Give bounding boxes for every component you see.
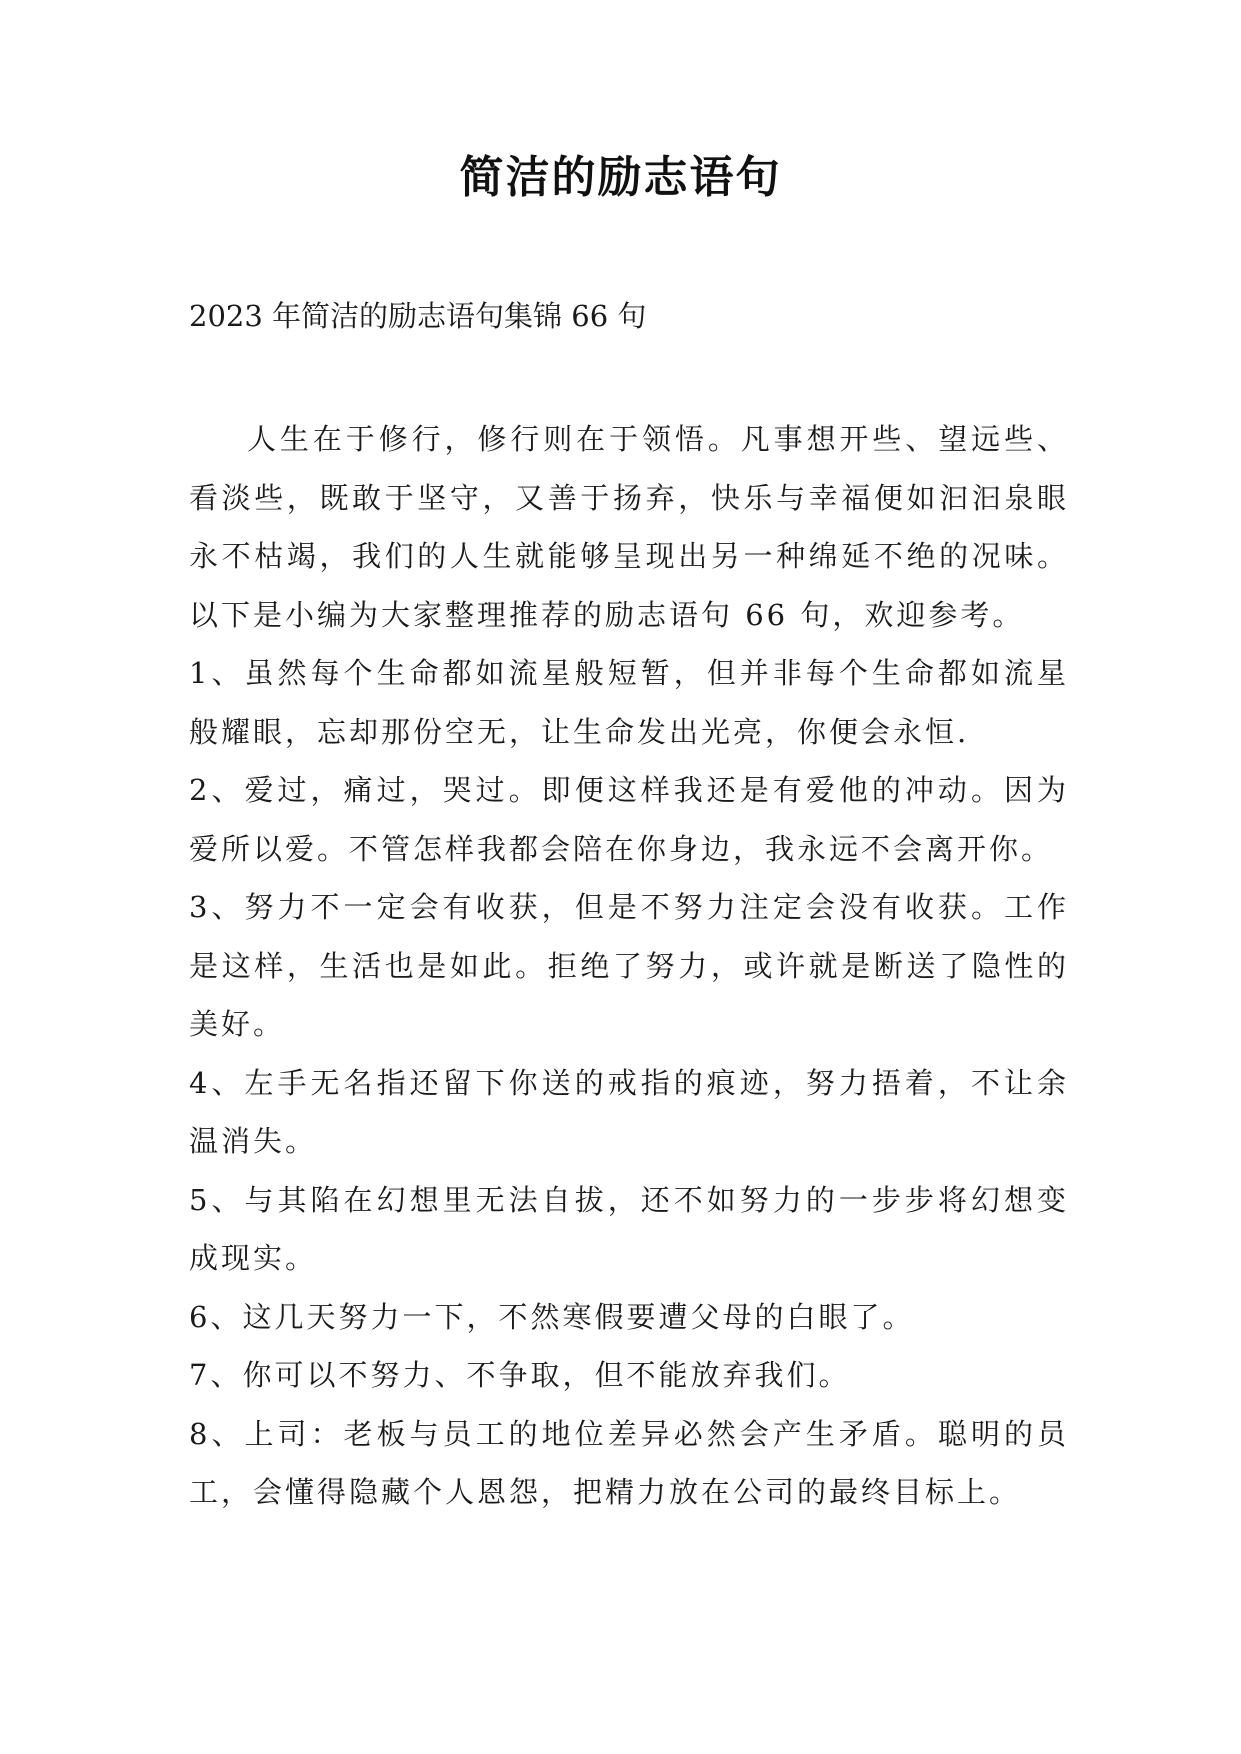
list-item: 1、虽然每个生命都如流星般短暂，但并非每个生命都如流星般耀眼，忘却那份空无，让生命发出光亮，你便会永恒. [189,656,1069,749]
document-subtitle: 2023 年简洁的励志语句集锦 66 句 [189,299,647,333]
list-item: 8、上司：老板与员工的地位差异必然会产生矛盾。聪明的员工，会懂得隐藏个人恩怨，把精力放在公司的最终目标上。 [189,1416,1069,1509]
list-item: 2、爱过，痛过，哭过。即便这样我还是有爱他的冲动。因为爱所以爱。不管怎样我都会陪在你身边，我永远不会离开你。 [189,773,1069,866]
document-body [189,410,1069,1522]
list-item: 3、努力不一定会有收获，但是不努力注定会没有收获。工作是这样，生活也是如此。拒绝了努力，或许就是断送了隐性的美好。 [189,890,1069,1041]
intro-paragraph: 人生在于修行，修行则在于领悟。凡事想开些、望远些、看淡些，既敢于坚守，又善于扬弃，快乐与幸福便如汩汩泉眼永不枯竭，我们的人生就能够呈现出另一种绵延不绝的况味。以下是小编为大家整理推荐的励志语句 66 句，欢迎参考。 [189,422,1069,632]
list-item: 4、左手无名指还留下你送的戒指的痕迹，努力捂着，不让余温消失。 [189,1065,1069,1158]
document-title: 简洁的励志语句 [459,152,782,203]
list-item: 5、与其陷在幻想里无法自拔，还不如努力的一步步将幻想变成现实。 [189,1182,1069,1275]
list-item: 6、这几天努力一下，不然寒假要遭父母的白眼了。 [189,1299,915,1334]
list-item: 7、你可以不努力、不争取，但不能放弃我们。 [189,1358,851,1392]
